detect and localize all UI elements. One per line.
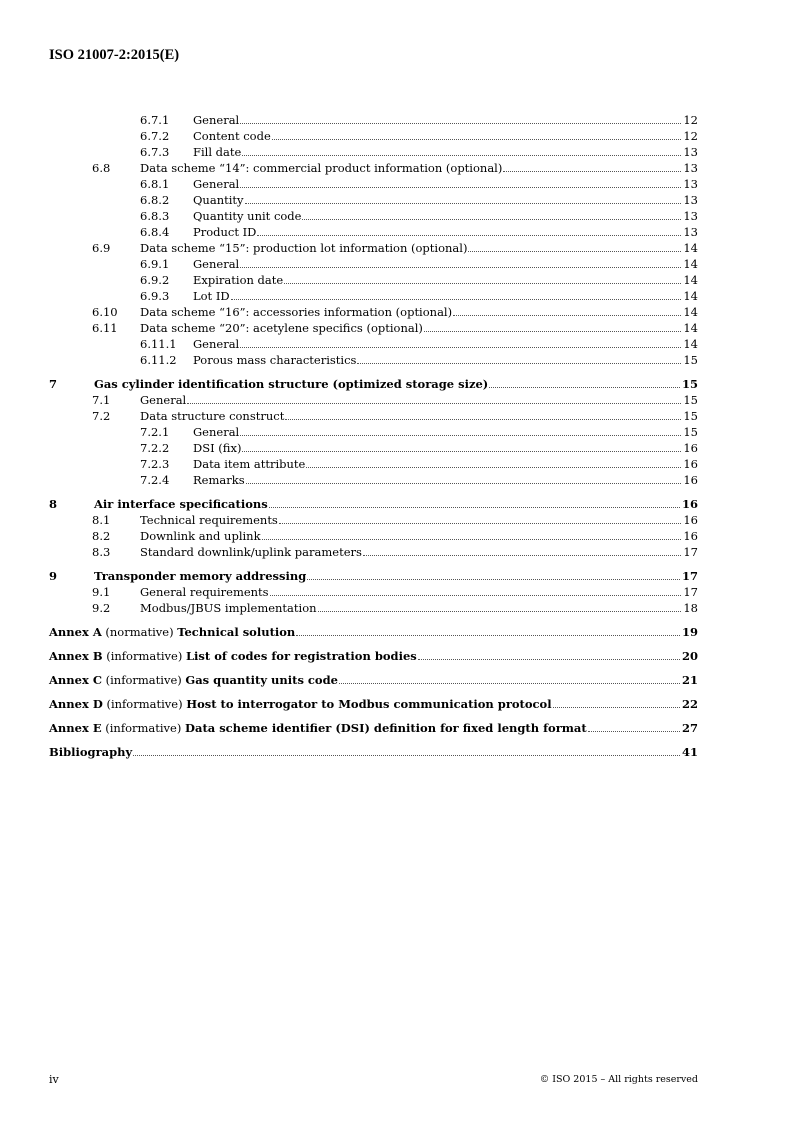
toc-page: 15 (683, 409, 698, 423)
toc-title: Content code (193, 129, 271, 143)
annex-title: Data scheme identifier (DSI) definition for fixed length format (185, 721, 587, 735)
toc-entry-annex-a[interactable] (49, 624, 698, 640)
toc-number: 6.8 (92, 161, 111, 175)
toc-page: 16 (681, 497, 698, 511)
toc-entry-6-11-1[interactable] (49, 336, 698, 352)
toc-entry-8[interactable] (49, 496, 698, 512)
toc-number: 7.1 (92, 393, 111, 407)
annex-kind: (informative) (106, 649, 183, 663)
toc-page: 16 (683, 513, 698, 527)
dot-leader (302, 219, 681, 220)
annex-kind: (informative) (105, 673, 182, 687)
toc-entry-6-8[interactable] (49, 160, 698, 176)
toc-entry-8-1[interactable] (49, 512, 698, 528)
annex-kind: (informative) (105, 721, 182, 735)
annex-label: Annex E (49, 721, 102, 735)
annex-label: Annex C (49, 673, 102, 687)
toc-title: Data item attribute (193, 457, 306, 471)
toc-page: 13 (683, 177, 698, 191)
table-of-contents (49, 112, 698, 760)
toc-entry-6-11[interactable] (49, 320, 698, 336)
dot-leader (240, 435, 681, 436)
toc-page: 15 (683, 425, 698, 439)
annex-label: Annex A (49, 625, 102, 639)
toc-entry-9-1[interactable] (49, 584, 698, 600)
toc-number: 6.9.3 (140, 289, 170, 303)
toc-entry-8-3[interactable] (49, 544, 698, 560)
toc-entry-6-9-3[interactable] (49, 288, 698, 304)
toc-number: 6.8.4 (140, 225, 170, 239)
toc-title: Data scheme “16”: accessories information (optional) (140, 305, 453, 319)
toc-page: 15 (681, 377, 698, 391)
toc-number: 6.8.2 (140, 193, 170, 207)
toc-number: 6.9.2 (140, 273, 170, 287)
toc-page: 15 (683, 393, 698, 407)
annex-kind: (informative) (106, 697, 183, 711)
dot-leader (424, 331, 681, 332)
toc-page: 16 (683, 473, 698, 487)
toc-title: Remarks (193, 473, 245, 487)
annex-kind: (normative) (105, 625, 174, 639)
toc-number: 7.2.2 (140, 441, 170, 455)
toc-entry-7-1[interactable] (49, 392, 698, 408)
dot-leader (363, 555, 681, 556)
toc-title: Technical requirements (140, 513, 278, 527)
toc-entry-7[interactable] (49, 376, 698, 392)
toc-title: Data scheme “14”: commercial product information (optional) (140, 161, 503, 175)
dot-leader (240, 187, 681, 188)
toc-page: 13 (683, 209, 698, 223)
toc-page: 13 (683, 193, 698, 207)
toc-title: DSI (fix) (193, 441, 242, 455)
dot-leader (257, 235, 681, 236)
annex-title: List of codes for registration bodies (185, 649, 417, 663)
toc-page: 41 (681, 745, 698, 759)
toc-number: 6.8.1 (140, 177, 170, 191)
toc-title: General (193, 257, 240, 271)
toc-number: 6.10 (92, 305, 118, 319)
toc-entry-annex-d[interactable] (49, 696, 698, 712)
toc-title: General (193, 113, 240, 127)
toc-page: 14 (683, 305, 698, 319)
toc-entry-bibliography[interactable] (49, 744, 698, 760)
toc-page: 14 (683, 241, 698, 255)
dot-leader (240, 123, 681, 124)
toc-page: 14 (683, 337, 698, 351)
toc-title: General requirements (140, 585, 269, 599)
dot-leader (246, 483, 682, 484)
dot-leader (296, 635, 680, 636)
dot-leader (418, 659, 680, 660)
toc-title: Gas cylinder identification structure (optimized storage size) (94, 377, 489, 391)
toc-number: 7 (49, 377, 58, 391)
toc-entry-annex-e[interactable] (49, 720, 698, 736)
dot-leader (307, 579, 680, 580)
dot-leader (553, 707, 680, 708)
toc-entry-6-9-2[interactable] (49, 272, 698, 288)
toc-title: Downlink and uplink (140, 529, 261, 543)
toc-number: 8.3 (92, 545, 111, 559)
document-id: ISO 21007-2:2015(E) (49, 47, 180, 63)
toc-number: 6.11.2 (140, 353, 177, 367)
dot-leader (245, 203, 682, 204)
toc-entry-7-2-4[interactable] (49, 472, 698, 488)
toc-number: 8 (49, 497, 58, 511)
toc-number: 7.2 (92, 409, 111, 423)
toc-title: Product ID (193, 225, 257, 239)
toc-number: 8.1 (92, 513, 111, 527)
toc-entry-6-8-3[interactable] (49, 208, 698, 224)
toc-title: Lot ID (193, 289, 230, 303)
toc-title: Data scheme “20”: acetylene specifics (optional) (140, 321, 423, 335)
dot-leader (279, 523, 682, 524)
dot-leader (272, 139, 682, 140)
dot-leader (453, 315, 681, 316)
dot-leader (503, 171, 681, 172)
dot-leader (242, 451, 681, 452)
dot-leader (588, 731, 680, 732)
toc-page: 14 (683, 289, 698, 303)
page-number: iv (49, 1073, 59, 1086)
toc-title: Expiration date (193, 273, 284, 287)
toc-number: 6.11.1 (140, 337, 177, 351)
toc-title: Quantity (193, 193, 244, 207)
dot-leader (231, 299, 682, 300)
dot-leader (318, 611, 682, 612)
toc-page: 17 (683, 545, 698, 559)
toc-page: 14 (683, 257, 698, 271)
toc-title: Fill date (193, 145, 242, 159)
toc-title: Standard downlink/uplink parameters (140, 545, 362, 559)
dot-leader (357, 363, 681, 364)
dot-leader (284, 283, 681, 284)
toc-number: 9.2 (92, 601, 111, 615)
dot-leader (269, 507, 680, 508)
toc-page: 20 (681, 649, 698, 663)
toc-entry-6-10[interactable] (49, 304, 698, 320)
toc-number: 7.2.1 (140, 425, 170, 439)
dot-leader (240, 347, 681, 348)
toc-number: 9.1 (92, 585, 111, 599)
toc-entry-6-9[interactable] (49, 240, 698, 256)
toc-title: Porous mass characteristics (193, 353, 357, 367)
toc-entry-6-8-4[interactable] (49, 224, 698, 240)
toc-page: 13 (683, 161, 698, 175)
toc-entry-6-7-3[interactable] (49, 144, 698, 160)
copyright-notice: © ISO 2015 – All rights reserved (539, 1074, 698, 1085)
toc-title: General (193, 177, 240, 191)
dot-leader (187, 403, 681, 404)
toc-page: 13 (683, 225, 698, 239)
annex-title: Host to interrogator to Modbus communication protocol (186, 697, 552, 711)
dot-leader (270, 595, 682, 596)
toc-title: Modbus/JBUS implementation (140, 601, 317, 615)
toc-page: 14 (683, 321, 698, 335)
dot-leader (489, 387, 680, 388)
toc-page: 16 (683, 441, 698, 455)
toc-entry-7-2[interactable] (49, 408, 698, 424)
toc-page: 21 (681, 673, 698, 687)
toc-entry-7-2-1[interactable] (49, 424, 698, 440)
toc-number: 6.9.1 (140, 257, 170, 271)
toc-page: 18 (683, 601, 698, 615)
toc-entry-6-8-1[interactable] (49, 176, 698, 192)
toc-page: 12 (683, 129, 698, 143)
toc-page: 27 (681, 721, 698, 735)
annex-label: Annex D (49, 697, 103, 711)
toc-entry-6-8-2[interactable] (49, 192, 698, 208)
toc-page: 17 (683, 585, 698, 599)
toc-title: Air interface specifications (94, 497, 268, 511)
dot-leader (242, 155, 681, 156)
toc-page: 12 (683, 113, 698, 127)
toc-entry-6-9-1[interactable] (49, 256, 698, 272)
toc-title: Quantity unit code (193, 209, 302, 223)
toc-page: 16 (683, 457, 698, 471)
toc-entry-6-7-2[interactable] (49, 128, 698, 144)
toc-page: 22 (681, 697, 698, 711)
toc-title: General (193, 425, 240, 439)
toc-title: General (140, 393, 187, 407)
toc-page: 15 (683, 353, 698, 367)
toc-page: 16 (683, 529, 698, 543)
toc-entry-annex-c[interactable] (49, 672, 698, 688)
toc-page: 19 (681, 625, 698, 639)
toc-number: 7.2.3 (140, 457, 170, 471)
annex-label: Annex B (49, 649, 103, 663)
annex-title: Technical solution (177, 625, 296, 639)
toc-number: 7.2.4 (140, 473, 170, 487)
toc-number: 6.7.3 (140, 145, 170, 159)
dot-leader (285, 419, 681, 420)
dot-leader (240, 267, 681, 268)
toc-title: Data scheme “15”: production lot information (optional) (140, 241, 468, 255)
toc-number: 8.2 (92, 529, 111, 543)
toc-title: General (193, 337, 240, 351)
dot-leader (262, 539, 682, 540)
toc-title: Transponder memory addressing (94, 569, 307, 583)
toc-number: 9 (49, 569, 58, 583)
toc-entry-9-2[interactable] (49, 600, 698, 616)
toc-number: 6.7.2 (140, 129, 170, 143)
toc-entry-6-7-1[interactable] (49, 112, 698, 128)
toc-page: 14 (683, 273, 698, 287)
toc-number: 6.8.3 (140, 209, 170, 223)
toc-number: 6.7.1 (140, 113, 170, 127)
toc-entry-7-2-2[interactable] (49, 440, 698, 456)
toc-title: Bibliography (49, 745, 133, 759)
dot-leader (133, 755, 680, 756)
toc-page: 17 (681, 569, 698, 583)
toc-number: 6.9 (92, 241, 111, 255)
toc-entry-6-11-2[interactable] (49, 352, 698, 368)
toc-title: Data structure construct (140, 409, 285, 423)
dot-leader (468, 251, 681, 252)
dot-leader (306, 467, 681, 468)
toc-entry-7-2-3[interactable] (49, 456, 698, 472)
toc-entry-annex-b[interactable] (49, 648, 698, 664)
dot-leader (339, 683, 680, 684)
toc-entry-9[interactable] (49, 568, 698, 584)
toc-page: 13 (683, 145, 698, 159)
toc-number: 6.11 (92, 321, 118, 335)
toc-entry-8-2[interactable] (49, 528, 698, 544)
annex-title: Gas quantity units code (185, 673, 338, 687)
